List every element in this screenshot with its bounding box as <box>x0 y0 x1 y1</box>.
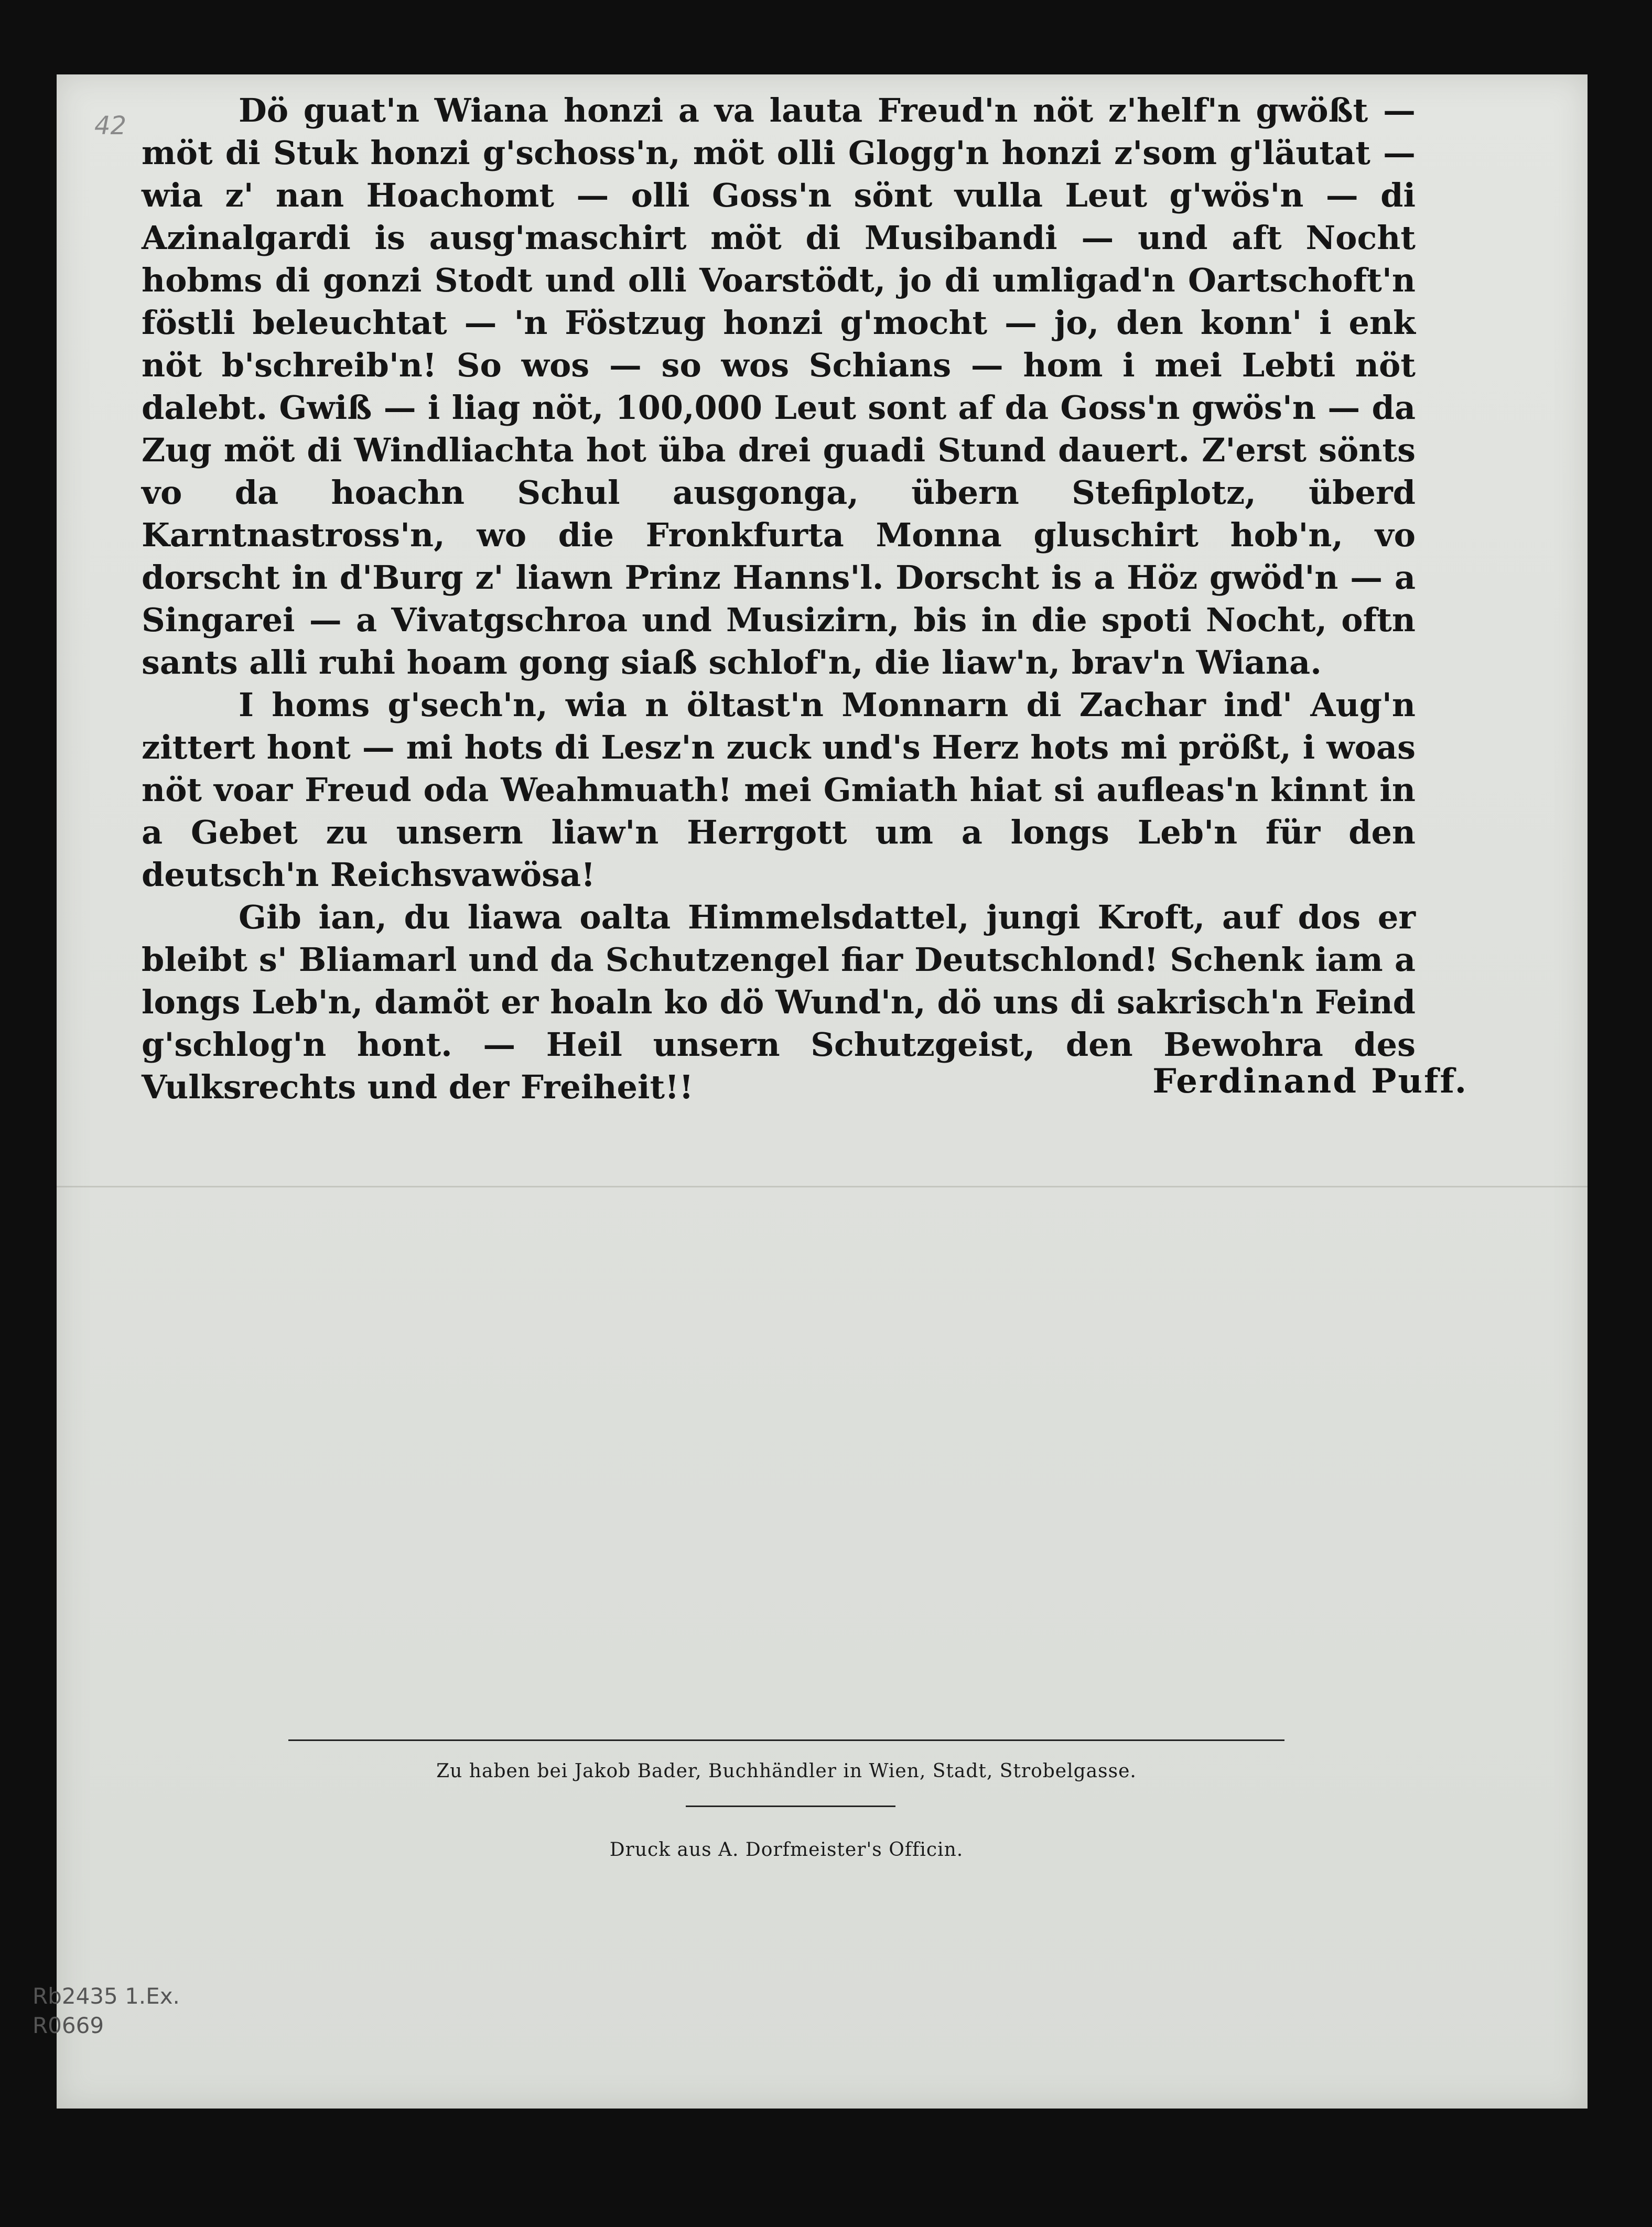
paper-fold-line <box>57 1186 1588 1187</box>
divider-rule-short <box>686 1806 895 1807</box>
archive-shelfmark <box>33 1982 180 2040</box>
archive-shelfmark-line1: Rb2435 1.Ex. <box>33 1983 180 2009</box>
main-text-block <box>142 89 1416 1108</box>
divider-rule-long <box>288 1739 1284 1741</box>
paragraph-2: I homs g'sech'n, wia n öltast'n Monnarn di Zachar ind' Aug'n zittert hont — mi hots di Lesz'n zuck und's Herz hots mi prößt, i woas nöt voar Freud oda Weahmuath! mei Gmiath hiat si aufleas'n kinnt in a Gebet zu unsern liaw'n Herrgott um a longs Leb'n für den deutsch'n Reichsvawösa! <box>142 686 1416 894</box>
publisher-line: Zu haben bei Jakob Bader, Buchhändler in Wien, Stadt, Strobelgasse. <box>436 1760 1137 1782</box>
paragraph-1: Dö guat'n Wiana honzi a va lauta Freud'n nöt z'helf'n gwößt — möt di Stuk honzi g'schoss'n, möt olli Glogg'n honzi z'som g'läutat — wia z' nan Hoachomt — olli Goss'n sönt vulla Leut g'wös'n — di Azinalgardi is ausg'maschirt möt di Musibandi — und aft Nocht hobms di gonzi Stodt und olli Voarstödt, jo di umligad'n Oartschoft'n föstli beleuchtat — 'n Föstzug honzi g'mocht — jo, den konn' i enk nöt b'schreib'n! So wos — so wos Schians — hom i mei Lebti nöt dalebt. Gwiß — i liag nöt, 100,000 Leut sont af da Goss'n gwös'n — da Zug möt di Windliachta hot üba drei guadi Stund dauert. Z'erst sönts vo da hoachn Schul ausgonga, übern Stefiplotz, überd Karntnastross'n, wo die Fronkfurta Monna gluschirt hob'n, vo dorscht in d'Burg z' liawn Prinz Hanns'l. Dorscht is a Höz gwöd'n — a Singarei — a Vivatgschroa und Musizirn, bis in die spoti Nocht, oftn sants alli ruhi hoam gong siaß schlof'n, die liaw'n, brav'n Wiana. <box>142 91 1416 682</box>
archive-shelfmark-line2: R0669 <box>33 2013 104 2038</box>
author-signature: Ferdinand Puff. <box>1152 1062 1468 1101</box>
paragraph-3: Gib ian, du liawa oalta Himmelsdattel, jungi Kroft, auf dos er bleibt s' Bliamarl und da Schutzengel fiar Deutschlond! Schenk iam a longs Leb'n, damöt er hoaln ko dö Wund'n, dö uns di sakrisch'n Feind g'schlog'n hont. — Heil unsern Schutzgeist, den Bewohra des Vulksrechts und der Freiheit!! <box>142 898 1416 1106</box>
printer-line: Druck aus A. Dorfmeister's Officin. <box>609 1839 964 1861</box>
pencil-page-number: 42 <box>94 111 127 140</box>
